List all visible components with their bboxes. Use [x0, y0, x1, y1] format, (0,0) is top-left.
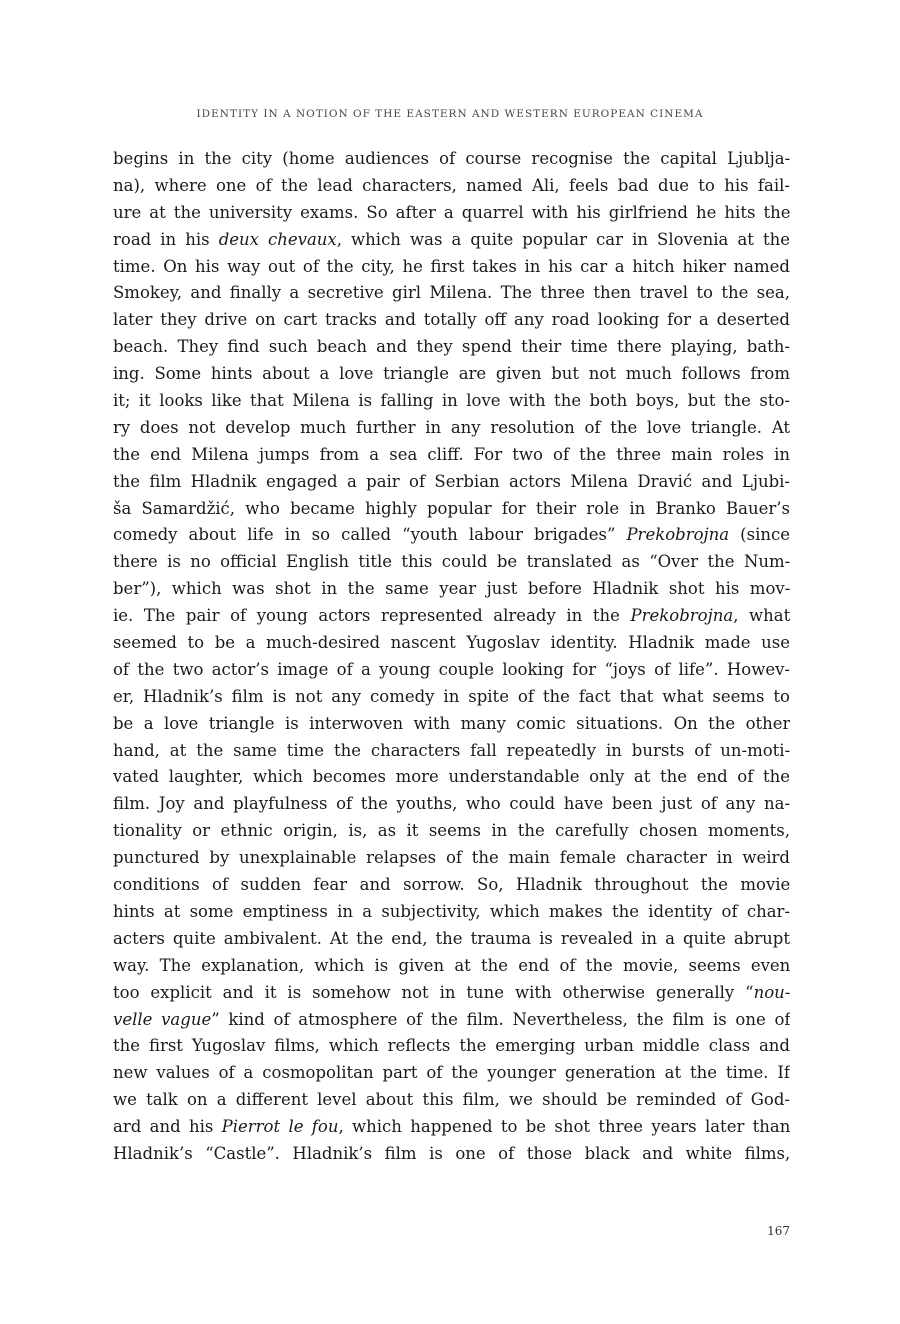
text-line	[113, 549, 790, 576]
text-line	[113, 845, 790, 872]
text-segment: ure at the university exams. So after a quarrel with his girlfriend he hits the	[113, 202, 790, 222]
text-line	[113, 254, 790, 281]
text-segment: seemed to be a much-desired nascent Yugoslav identity. Hladnik made use	[113, 633, 790, 653]
text-segment: way. The explanation, which is given at the end of the movie, seems even	[113, 955, 790, 975]
text-segment: hints at some emptiness in a subjectivity, which makes the identity of char-	[113, 901, 790, 921]
text-line	[113, 442, 790, 469]
text-segment: , what	[733, 606, 790, 626]
text-segment: Smokey, and finally a secretive girl Milena. The three then travel to the sea,	[113, 283, 790, 303]
text-segment: ard and his	[113, 1117, 222, 1137]
text-segment: ie. The pair of young actors represented already in the	[113, 606, 631, 626]
text-segment: hand, at the same time the characters fall repeatedly in bursts of un-moti-	[113, 740, 790, 760]
text-segment: ” kind of atmosphere of the film. Nevertheless, the film is one of	[211, 1009, 790, 1029]
text-line	[113, 146, 790, 173]
text-segment: it; it looks like that Milena is falling in love with the both boys, but the sto-	[113, 391, 790, 411]
text-segment: later they drive on cart tracks and totally off any road looking for a deserted	[113, 310, 790, 330]
text-segment: conditions of sudden fear and sorrow. So, Hladnik throughout the movie	[113, 875, 790, 895]
text-line	[113, 469, 790, 496]
text-line	[113, 388, 790, 415]
text-line	[113, 603, 790, 630]
text-segment: the film Hladnik engaged a pair of Serbian actors Milena Dravić and Ljubi-	[113, 471, 790, 491]
text-segment: we talk on a different level about this film, we should be reminded of God-	[113, 1090, 790, 1110]
text-segment: ry does not develop much further in any resolution of the love triangle. At	[113, 417, 790, 437]
body-text	[113, 146, 790, 1168]
text-segment: of the two actor’s image of a young couple looking for “joys of life”. Howev-	[113, 659, 790, 679]
text-line	[113, 1060, 790, 1087]
text-segment: comedy about life in so called “youth labour brigades”	[113, 525, 627, 545]
text-line	[113, 307, 790, 334]
text-line	[113, 1033, 790, 1060]
text-line	[113, 361, 790, 388]
text-segment: be a love triangle is interwoven with many comic situations. On the other	[113, 713, 790, 733]
text-line	[113, 1007, 790, 1034]
text-segment: ing. Some hints about a love triangle are given but not much follows from	[113, 364, 790, 384]
italic-title: Prekobrojna	[630, 606, 734, 626]
text-segment: there is no official English title this could be translated as “Over the Num-	[113, 552, 790, 572]
text-line	[113, 980, 790, 1007]
text-line	[113, 818, 790, 845]
italic-title: deux chevaux	[218, 229, 337, 249]
text-line	[113, 200, 790, 227]
text-line	[113, 711, 790, 738]
italic-title: velle vague	[113, 1009, 212, 1029]
text-line	[113, 280, 790, 307]
text-segment: the first Yugoslav films, which reflects the emerging urban middle class and	[113, 1036, 790, 1056]
text-line	[113, 334, 790, 361]
text-line	[113, 576, 790, 603]
text-segment: punctured by unexplainable relapses of the main female character in weird	[113, 848, 790, 868]
text-line	[113, 738, 790, 765]
text-segment: the end Milena jumps from a sea cliff. For two of the three main roles in	[113, 444, 790, 464]
text-line	[113, 657, 790, 684]
text-line	[113, 630, 790, 657]
page-number: 167	[767, 1224, 790, 1238]
italic-title: Pierrot le fou	[221, 1117, 339, 1137]
text-line	[113, 1087, 790, 1114]
text-line	[113, 872, 790, 899]
text-line	[113, 1141, 790, 1168]
text-segment: , which was a quite popular car in Slovenia at the	[336, 229, 790, 249]
text-segment: er, Hladnik’s film is not any comedy in spite of the fact that what seems to	[113, 686, 790, 706]
text-line	[113, 791, 790, 818]
italic-title: Prekobrojna	[626, 525, 730, 545]
text-segment: beach. They find such beach and they spend their time there playing, bath-	[113, 337, 790, 357]
text-segment: begins in the city (home audiences of course recognise the capital Ljublja-	[113, 149, 790, 168]
text-line	[113, 899, 790, 926]
text-segment: tionality or ethnic origin, is, as it seems in the carefully chosen moments,	[113, 821, 790, 841]
italic-title: nou-	[753, 982, 790, 1002]
text-line	[113, 415, 790, 442]
text-segment: time. On his way out of the city, he first takes in his car a hitch hiker named	[113, 256, 790, 276]
text-line	[113, 764, 790, 791]
text-segment: na), where one of the lead characters, named Ali, feels bad due to his fail-	[113, 175, 790, 195]
text-line	[113, 684, 790, 711]
text-segment: (since	[729, 525, 790, 545]
text-segment: vated laughter, which becomes more understandable only at the end of the	[113, 767, 790, 787]
text-segment: new values of a cosmopolitan part of the younger generation at the time. If	[113, 1063, 790, 1083]
text-segment: too explicit and it is somehow not in tune with otherwise generally “	[113, 982, 754, 1002]
text-line	[113, 496, 790, 523]
text-line	[113, 926, 790, 953]
text-segment: acters quite ambivalent. At the end, the trauma is revealed in a quite abrupt	[113, 928, 790, 948]
running-head: IDENTITY IN A NOTION OF THE EASTERN AND WESTERN EUROPEAN CINEMA	[196, 108, 704, 120]
text-segment: film. Joy and playfulness of the youths, who could have been just of any na-	[113, 794, 790, 814]
text-segment: ber”), which was shot in the same year just before Hladnik shot his mov-	[113, 579, 790, 599]
text-line	[113, 953, 790, 980]
text-segment: ša Samardžić, who became highly popular for their role in Branko Bauer’s	[113, 498, 790, 518]
text-segment: , which happened to be shot three years later than	[338, 1117, 790, 1137]
text-segment: road in his	[113, 229, 219, 249]
text-line	[113, 173, 790, 200]
text-line	[113, 1114, 790, 1141]
text-line	[113, 522, 790, 549]
text-line	[113, 227, 790, 254]
text-segment: Hladnik’s “Castle”. Hladnik’s film is one of those black and white films,	[113, 1143, 790, 1163]
